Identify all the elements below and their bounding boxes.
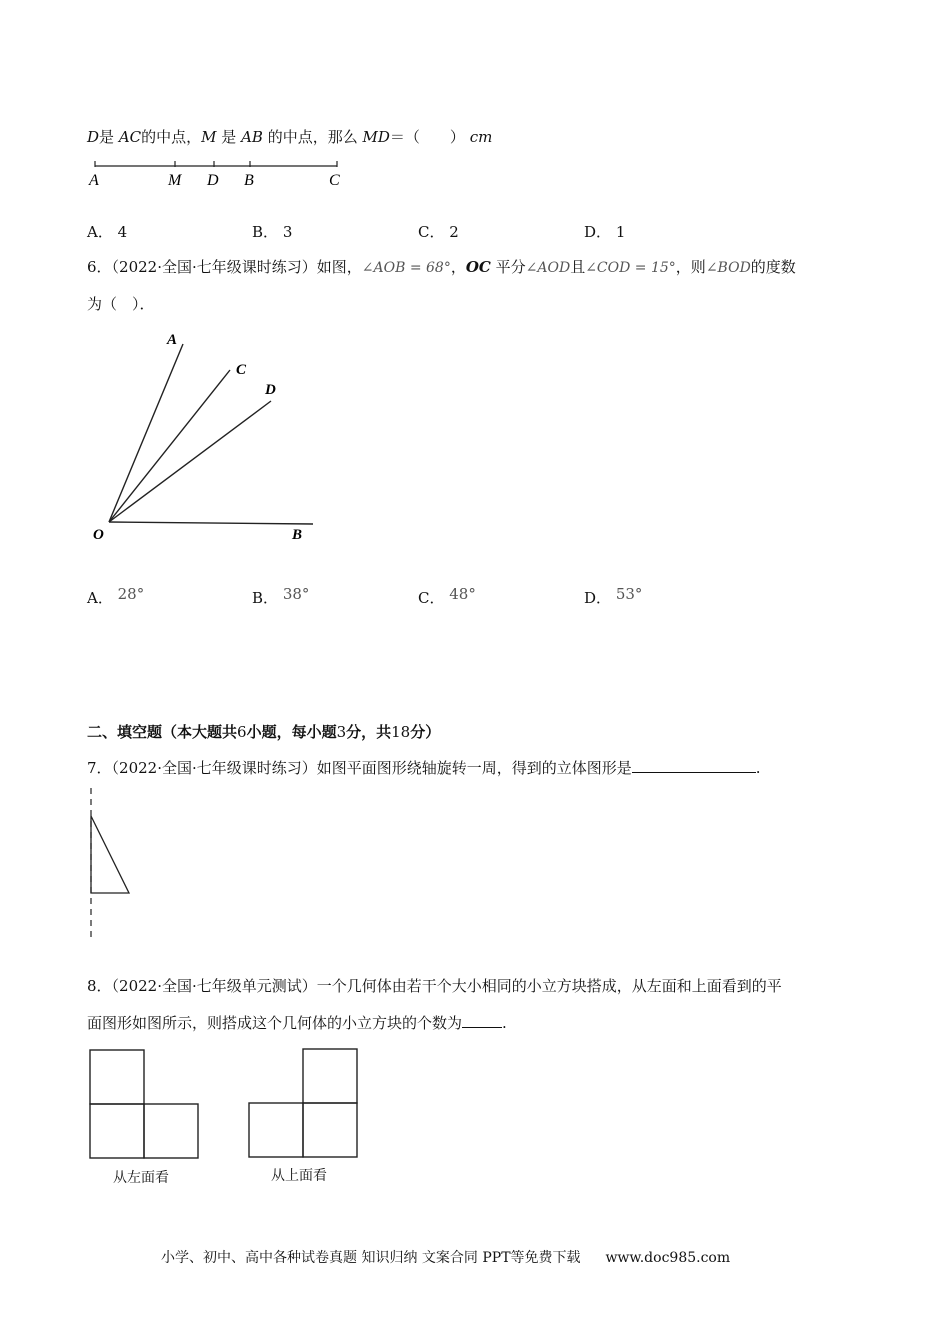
point-c-label: C xyxy=(329,172,340,189)
top-view-top-square xyxy=(303,1049,357,1103)
q6-option-a[interactable]: A． 28° xyxy=(87,585,145,607)
label-a: A xyxy=(167,332,178,348)
q8-stem-line1: 8．（2022·全国·七年级单元测试）一个几何体由若干个大小相同的小立方块搭成，从左面和上面看到的平 xyxy=(87,977,782,995)
footer-text: 小学、初中、高中各种试卷真题 知识归纳 文案合同 PPT等免费下载 xyxy=(161,1250,581,1266)
q7-rotation-figure xyxy=(80,786,140,944)
label-c: C xyxy=(236,362,247,378)
q5-segment-figure xyxy=(85,158,355,190)
q5-option-c[interactable]: C． 2 xyxy=(418,223,459,241)
left-view-top-square xyxy=(90,1050,144,1104)
point-b-label: B xyxy=(244,172,254,189)
ray-oa xyxy=(109,344,183,522)
label-o: O xyxy=(93,527,104,543)
label-d: D xyxy=(265,382,276,398)
q6-angle-figure xyxy=(88,328,328,550)
q6-option-b[interactable]: B． 38° xyxy=(252,585,310,607)
ray-ob xyxy=(109,522,313,524)
label-b: B xyxy=(292,527,303,543)
q5-option-b[interactable]: B． 3 xyxy=(252,223,293,241)
q8-stem-line2: 面图形如图所示，则搭成这个几何体的小立方块的个数为 . xyxy=(87,1014,507,1032)
section-2-heading: 二、填空题（本大题共6小题，每小题3分，共18分） xyxy=(87,723,441,741)
q8-left-view xyxy=(88,1048,202,1160)
q5-option-a[interactable]: A． 4 xyxy=(87,223,128,241)
q8-caption-left-view: 从左面看 xyxy=(113,1170,169,1186)
q7-answer-blank[interactable] xyxy=(632,758,756,773)
point-m-label: M xyxy=(168,172,182,189)
top-view-bottom-right-square xyxy=(303,1103,357,1157)
q7-number: 7． xyxy=(87,759,112,777)
q6-stem-line2: 为（ ）． xyxy=(87,295,155,313)
point-d-label: D xyxy=(207,172,219,189)
right-triangle xyxy=(91,816,129,893)
q6-option-d[interactable]: D． 53° xyxy=(584,585,643,607)
q8-caption-top-view: 从上面看 xyxy=(271,1168,327,1184)
q6-option-c[interactable]: C． 48° xyxy=(418,585,476,607)
q8-answer-blank[interactable] xyxy=(462,1013,502,1028)
q7-stem: 7．（2022·全国·七年级课时练习）如图平面图形绕轴旋转一周，得到的立体图形是 . xyxy=(87,759,761,777)
q5-stem: D是 AC的中点，M 是 AB 的中点，那么 MD＝（ ） cm xyxy=(87,128,493,146)
q5-option-d[interactable]: D． 1 xyxy=(584,223,626,241)
left-view-bottom-right-square xyxy=(144,1104,198,1158)
footer-url[interactable]: www.doc985.com xyxy=(605,1250,731,1266)
q8-number: 8． xyxy=(87,977,112,995)
q8-top-view xyxy=(247,1047,361,1159)
q6-number: 6． xyxy=(87,258,112,276)
point-a-label: A xyxy=(89,172,99,189)
page-footer xyxy=(161,1247,730,1267)
q6-source: （2022·全国·七年级课时练习）如图， xyxy=(111,258,362,276)
q6-stem-line1: 6．（2022·全国·七年级课时练习）如图，∠AOB = 68°，OC 平分∠AOD且∠COD = 15°，则∠BOD的度数 xyxy=(87,258,796,276)
left-view-bottom-left-square xyxy=(90,1104,144,1158)
top-view-bottom-left-square xyxy=(249,1103,303,1157)
